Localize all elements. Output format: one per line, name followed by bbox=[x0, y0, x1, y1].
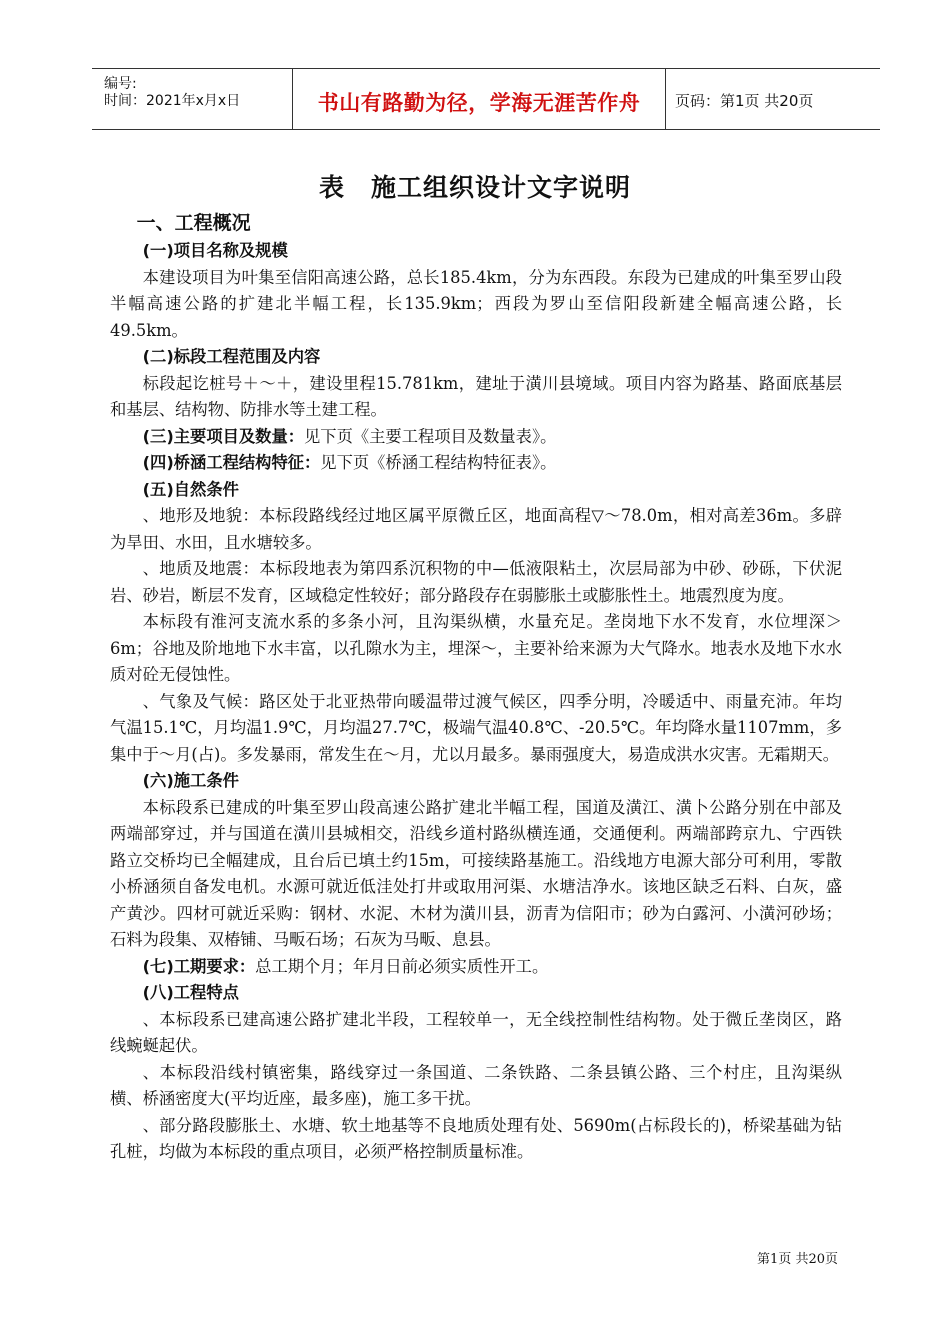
header-code-label: 编号: bbox=[104, 76, 137, 92]
header-time-label: 时间：2021年x月x日 bbox=[104, 93, 241, 109]
subsection-4 bbox=[110, 450, 842, 477]
subsection-text-3: 见下页《主要工程项目及数量表》。 bbox=[304, 426, 557, 446]
paragraph: 本建设项目为叶集至信阳高速公路，总长185.4km，分为东西段。东段为已建成的叶集至罗山段半幅高速公路的扩建北半幅工程，长135.9km；西段为罗山至信阳段新建全幅高速公路，长49.5km。 bbox=[110, 267, 842, 340]
subsection-heading-2: (二)标段工程范围及内容 bbox=[142, 347, 321, 366]
section-heading-overview: 一、工程概况 bbox=[136, 212, 251, 234]
paragraph: 本标段有淮河支流水系的多条小河，且沟渠纵横，水量充足。垄岗地下水不发育，水位埋深＞6m；谷地及阶地地下水丰富，以孔隙水为主，埋深～，主要补给来源为大气降水。地表水及地下水水质对砼无侵蚀性。 bbox=[110, 612, 842, 684]
document-body bbox=[110, 208, 842, 1166]
paragraph: 、本标段沿线村镇密集，路线穿过一条国道、二条铁路、二条县镇公路、三个村庄，且沟渠纵横、桥涵密度大(平均近座，最多座)，施工多干扰。 bbox=[110, 1062, 842, 1108]
subsection-3 bbox=[110, 424, 842, 451]
subsection-heading-3: (三)主要项目及数量： bbox=[142, 426, 305, 446]
page-header bbox=[92, 68, 880, 130]
document-title: 表 施工组织设计文字说明 bbox=[318, 173, 631, 202]
subsection-heading-4: (四)桥涵工程结构特征： bbox=[142, 453, 321, 472]
subsection-heading-5: (五)自然条件 bbox=[142, 479, 239, 499]
paragraph: 标段起讫桩号＋～＋，建设里程15.781km，建址于潢川县境域。项目内容为路基、路面底基层和基层、结构物、防排水等土建工程。 bbox=[110, 373, 842, 419]
header-page-label: 页码：第1页 共20页 bbox=[675, 92, 814, 110]
header-meta-cell bbox=[92, 69, 292, 129]
paragraph: 、部分路段膨胀土、水塘、软土地基等不良地质处理有处、5690m(占标段长的)，桥梁基础为钻孔桩，均做为本标段的重点项目，必须严格控制质量标准。 bbox=[110, 1115, 842, 1161]
page-footer-number: 第1页 共20页 bbox=[757, 1252, 838, 1267]
header-slogan-cell bbox=[292, 69, 666, 129]
header-slogan: 书山有路勤为径，学海无涯苦作舟 bbox=[317, 91, 641, 115]
paragraph: 本标段系已建成的叶集至罗山段高速公路扩建北半幅工程，国道及潢江、潢卜公路分别在中部及两端部穿过，并与国道在潢川县城相交，沿线乡道村路纵横连通，交通便利。两端部跨京九、宁西铁路立交桥均已全幅建成，且台后已填土约15m，可接续路基施工。沿线地方电源大部分可利用，零散小桥涵须自备发电机。水源可就近低洼处打井或取用河渠、水塘洁净水。该地区缺乏石料、白灰，盛产黄沙。四材可就近采购：钢材、水泥、木材为潢川县，沥青为信阳市；砂为白露河、小潢河砂场；石料为段集、双椿铺、马畈石场；石灰为马畈、息县。 bbox=[110, 797, 842, 949]
paragraph: 、气象及气候：路区处于北亚热带向暖温带过渡气候区，四季分明，冷暖适中、雨量充沛。年均气温15.1℃，月均温1.9℃，月均温27.7℃，极端气温40.8℃、-20.5℃。年均降水量1107mm，多集中于～月(占)。多发暴雨，常发生在～月，尤以月最多。暴雨强度大，易造成洪水灾害。无霜期天。 bbox=[110, 691, 842, 764]
header-page-cell bbox=[665, 69, 880, 129]
subsection-heading-1: (一)项目名称及规模 bbox=[142, 241, 288, 260]
subsection-text-4: 见下页《桥涵工程结构特征表》。 bbox=[320, 453, 557, 472]
subsection-text-7: 总工期个月；年月日前必须实质性开工。 bbox=[255, 956, 549, 976]
subsection-heading-8: (八)工程特点 bbox=[142, 983, 239, 1002]
subsection-heading-6: (六)施工条件 bbox=[142, 771, 239, 790]
paragraph: 、本标段系已建高速公路扩建北半段，工程较单一，无全线控制性结构物。处于微丘垄岗区，路线蜿蜒起伏。 bbox=[110, 1009, 842, 1055]
subsection-7 bbox=[110, 954, 842, 981]
paragraph: 、地质及地震：本标段地表为第四系沉积物的中—低液限粘土，次层局部为中砂、砂砾，下伏泥岩、砂岩，断层不发育，区域稳定性较好；部分路段存在弱膨胀土或膨胀性土。地震烈度为度。 bbox=[110, 559, 842, 605]
subsection-heading-7: (七)工期要求： bbox=[142, 956, 256, 976]
paragraph: 、地形及地貌：本标段路线经过地区属平原微丘区，地面高程▽～78.0m，相对高差36m。多辟为旱田、水田，且水塘较多。 bbox=[110, 506, 842, 552]
